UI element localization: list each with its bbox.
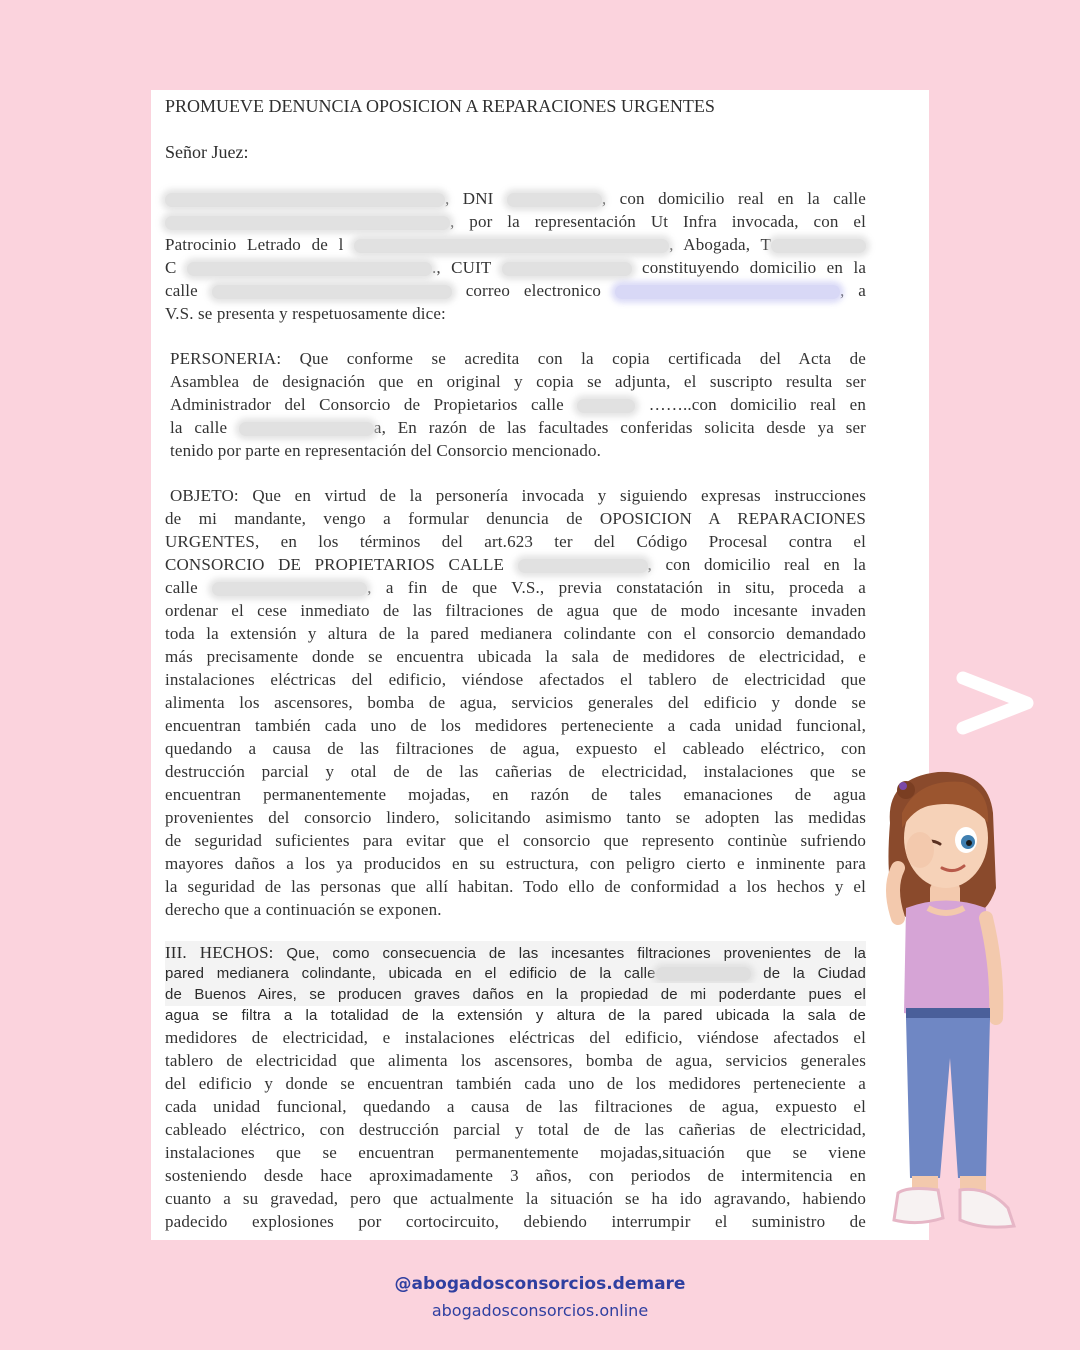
objeto-line: encuentran también cada uno de los medidores perteneciente a cada unidad funcional, xyxy=(165,716,866,735)
hechos-line: de Buenos Aires, se producen graves daños en la propiedad de mi poderdante pues el xyxy=(165,983,866,1006)
objeto-line: provenientes del consorcio lindero, solicitando asimismo tanto se adopten las medidas xyxy=(165,808,866,827)
document-page xyxy=(151,90,929,1240)
chevron-right-icon[interactable] xyxy=(955,668,1039,738)
objeto-line: quedando a causa de las filtraciones de agua, expuesto el cableado eléctrico, con xyxy=(165,739,866,758)
objeto-line: destrucción parcial y otal de de las cañerias de electricidad, instalaciones que se xyxy=(165,762,866,781)
personeria-line: Administrador del Consorcio de Propietarios calle ……..con domicilio real en xyxy=(170,395,867,414)
objeto-line: instalaciones eléctricas del edificio, viéndose afectados el tablero de electricidad que xyxy=(165,670,866,689)
intro-line: , DNI , con domicilio real en la calle xyxy=(165,187,866,210)
objeto-line: ordenar el cese inmediato de las filtraciones de agua que de modo incesante invaden xyxy=(165,601,866,620)
intro-line: calle correo electronico , a xyxy=(165,281,867,300)
redacted-text xyxy=(518,559,648,573)
salutation: Señor Juez: xyxy=(165,142,249,162)
hechos-line: tablero de electricidad que alimenta los ascensores, bomba de agua, servicios generales xyxy=(165,1051,866,1070)
redacted-text xyxy=(212,582,367,596)
hechos-line: instalaciones que se encuentran permanentemente mojadas,situación que se viene xyxy=(165,1143,866,1162)
instagram-handle[interactable]: @abogadosconsorcios.demare xyxy=(394,1274,686,1294)
redacted-text xyxy=(502,262,632,276)
objeto-line: de mi mandante, vengo a formular denuncia de OPOSICION A REPARACIONES xyxy=(165,509,866,528)
personeria-line: tenido por parte en representación del Consorcio mencionado. xyxy=(170,441,602,460)
winking-woman-character-icon xyxy=(868,768,1038,1248)
objeto-line: alimenta los ascensores, bomba de agua, servicios generales del edificio y donde se xyxy=(165,693,866,712)
personeria-line: PERSONERIA: Que conforme se acredita con la copia certificada del Acta de xyxy=(170,349,866,368)
redacted-email xyxy=(615,285,840,299)
intro-line: C ., CUIT constituyendo domicilio en la xyxy=(165,258,867,277)
intro-line: , por la representación Ut Infra invocada, con el xyxy=(165,210,866,233)
objeto-line: mayores daños a los ya producidos en su estructura, con peligro cierto e inminente para xyxy=(165,854,866,873)
hechos-line: sosteniendo desde hace aproximadamente 3 años, con periodos de intermitencia en xyxy=(165,1166,866,1185)
redacted-text xyxy=(354,239,669,253)
hechos-line: cableado eléctrico, con destrucción parcial y total de de las cañerias de electricidad, xyxy=(165,1120,866,1139)
personeria-line: Asamblea de designación que en original y copia se adjunta, el suscripto resulta ser xyxy=(170,372,866,391)
hechos-line: medidores de electricidad, e instalaciones eléctricas del edificio, viéndose afectados el xyxy=(165,1028,866,1047)
hechos-line: agua se filtra a la totalidad de la extensión y altura de la pared ubicada la sala de xyxy=(165,1007,866,1024)
website-link[interactable]: abogadosconsorcios.online xyxy=(431,1301,649,1320)
hechos-line: III. HECHOS: Que, como consecuencia de las incesantes filtraciones provenientes de la xyxy=(165,941,866,965)
objeto-line: CONSORCIO DE PROPIETARIOS CALLE , con domicilio real en la xyxy=(165,555,866,574)
hechos-line: cuanto a su gravedad, pero que actualmente la situación se ha ido agravando, habiendo xyxy=(165,1189,866,1208)
redacted-text xyxy=(239,422,374,436)
objeto-line: toda la extensión y altura de la pared medianera colindante con el consorcio demandado xyxy=(165,624,866,643)
objeto-line: la seguridad de las personas que allí habitan. Todo ello de conformidad a los hechos y el xyxy=(165,877,866,896)
objeto-line: calle , a fin de que V.S., previa constatación in situ, proceda a xyxy=(165,578,866,597)
hechos-line: cada unidad funcional, quedando a causa de las filtraciones de agua, expuesto el xyxy=(165,1097,866,1116)
hechos-line: padecido explosiones por cortocircuito, debiendo interrumpir el suministro de xyxy=(165,1212,866,1231)
objeto-line: encuentran permanentemente mojadas, en razón de tales emanaciones de agua xyxy=(165,785,866,804)
objeto-line: de seguridad suficientes para evitar que el consorcio que represento continùe sufriendo xyxy=(165,831,866,850)
redacted-text xyxy=(771,239,866,253)
hechos-line: del edificio y donde se encuentran también cada uno de los medidores perteneciente a xyxy=(165,1074,866,1093)
personeria-line: la calle a, En razón de las facultades conferidas solicita desde ya ser xyxy=(170,418,866,437)
redacted-text xyxy=(165,216,450,230)
redacted-text xyxy=(212,285,452,299)
redacted-text xyxy=(656,967,751,981)
objeto-line: OBJETO: Que en virtud de la personería invocada y siguiendo expresas instrucciones xyxy=(170,486,866,505)
intro-line: Patrocinio Letrado de l , Abogada, T xyxy=(165,233,866,256)
redacted-text xyxy=(165,193,445,207)
document-title: PROMUEVE DENUNCIA OPOSICION A REPARACIONES URGENTES xyxy=(165,96,715,116)
objeto-line: URGENTES, en los términos del art.623 ter del Código Procesal contra el xyxy=(165,532,866,551)
objeto-line: derecho que a continuación se exponen. xyxy=(165,900,442,919)
intro-line: V.S. se presenta y respetuosamente dice: xyxy=(165,304,446,323)
redacted-text xyxy=(577,399,635,413)
redacted-text xyxy=(507,193,602,207)
hechos-line: pared medianera colindante, ubicada en el edificio de la calle de la Ciudad xyxy=(165,962,866,985)
objeto-line: más precisamente donde se encuentra ubicada la sala de medidores de electricidad, e xyxy=(165,647,866,666)
redacted-text xyxy=(187,262,432,276)
